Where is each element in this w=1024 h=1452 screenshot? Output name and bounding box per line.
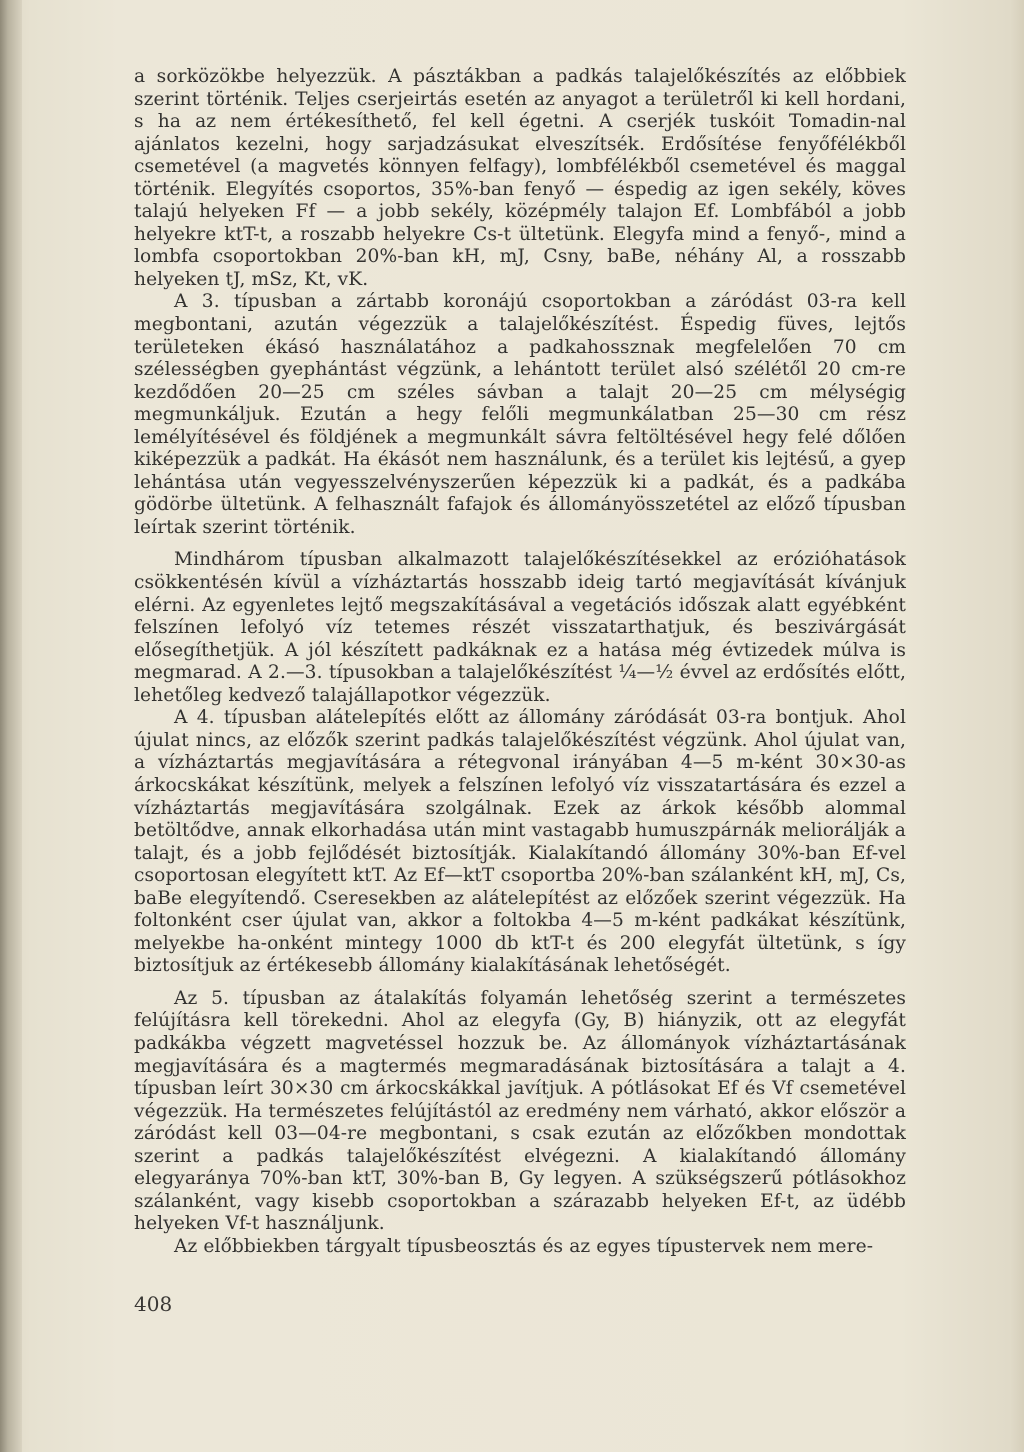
paragraph-1: a sorközökbe helyezzük. A pásztákban a padkás talajelőkészítés az előbbiek szerint történik. Teljes cserjeirtás esetén az anyagot a területről ki kell hordani, s ha az nem értékesíthető, fel kell égetni. A cserjék tuskóit Tomadin-nal ajánlatos kezelni, hogy sarjadzásukat elveszítsék. Erdősítése fenyőfélékből csemetével (a magvetés könnyen felfagy), lombfélékből csemetével és maggal történik. Elegyítés csoportos, 35%-ban fenyő — éspedig az igen sekély, köves talajú helyeken Ff — a jobb sekély, középmély talajon Ef. Lombfából a jobb helyekre ktT-t, a roszabb helyekre Cs-t ültetünk. Elegyfa mind a fenyő-, mind a lombfa csoportokban 20%-ban kH, mJ, Csny, baBe, néhány Al, a rosszabb helyeken tJ, mSz, Kt, vK. bbox=[134, 66, 906, 290]
body-text bbox=[134, 66, 906, 1258]
page-number: 408 bbox=[134, 1292, 173, 1316]
paragraph-3: Mindhárom típusban alkalmazott talajelőkészítésekkel az erózióhatások csökkentésén kívül a vízháztartás hosszabb ideig tartó megjavítását kívánjuk elérni. Az egyenletes lejtő megszakításával a vegetációs időszak alatt egyébként felszínen lefolyó víz tetemes részét visszatarthatjuk, és beszivárgását elősegíthetjük. A jól készített padkáknak ez a hatása még évtizedek múlva is megmarad. A 2.—3. típusokban a talajelőkészítést ¼—½ évvel az erdősítés előtt, lehetőleg kedvező talajállapotkor végezzük. bbox=[134, 549, 906, 706]
book-spine-shadow bbox=[0, 0, 22, 1452]
paragraph-4: A 4. típusban alátelepítés előtt az állomány záródását 03-ra bontjuk. Ahol újulat nincs, az előzők szerint padkás talajelőkészítést végzünk. Ahol újulat van, a vízháztartás megjavítására a rétegvonal irányában 4—5 m-ként 30×30-as árkocskákat készítünk, melyek a felszínen lefolyó víz visszatartására és ezzel a vízháztartás megjavítására szolgálnak. Ezek az árkok később alommal betöltődve, annak elkorhadása után mint vastagabb humuszpárnák meliorálják a talajt, és a jobb fejlődését biztosítják. Kialakítandó állomány 30%-ban Ef-vel csoportosan elegyített ktT. Az Ef—ktT csoportba 20%-ban szálanként kH, mJ, Cs, baBe elegyítendő. Cseresekben az alátelepítést az előzőek szerint végezzük. Ha foltonként cser újulat van, akkor a foltokba 4—5 m-ként padkákat készítünk, melyekbe ha-onként mintegy 1000 db ktT-t és 200 elegyfát ültetünk, s így biztosítjuk az értékesebb állomány kialakításának lehetőségét. bbox=[134, 707, 906, 977]
paragraph-6: Az előbbiekben tárgyalt típusbeosztás és az egyes típustervek nem mere- bbox=[174, 1235, 874, 1257]
paragraph-2: A 3. típusban a zártabb koronájú csoportokban a záródást 03-ra kell megbontani, azután végezzük a talajelőkészítést. Éspedig füves, lejtős területeken ékásó használatához a padkahossznak megfelelően 70 cm szélességben gyephántást végzünk, a lehántott terület alsó szélétől 20 cm-re kezdődően 20—25 cm széles sávban a talajt 20—25 cm mélységig megmunkáljuk. Ezután a hegy felőli megmunkálatban 25—30 cm rész lemélyítésével és földjének a megmunkált sávra feltöltésével hegy felé dőlően kiképezzük a padkát. Ha ékásót nem használunk, és a terület kis lejtésű, a gyep lehántása után vegyesszelvényszerűen képezzük ki a padkát, és a padkába gödörbe ültetünk. A felhasznált fafajok és állományösszetétel az előző típusban leírtak szerint történik. bbox=[134, 291, 906, 538]
paragraph-5: Az 5. típusban az átalakítás folyamán lehetőség szerint a természetes felújításra kell törekedni. Ahol az elegyfa (Gy, B) hiányzik, ott az elegyfát padkákba végzett magvetéssel hozzuk be. Az állományok vízháztartásának megjavítására és a magtermés megmaradásának biztosítására a talajt a 4. típusban leírt 30×30 cm árkocskákkal javítjuk. A pótlásokat Ef és Vf csemetével végezzük. Ha természetes felújítástól az eredmény nem várható, akkor először a záródást kell 03—04-re megbontani, s csak ezután az előzőkben mondottak szerint a padkás talajelőkészítést elvégezni. A kialakítandó állomány elegyaránya 70%-ban ktT, 30%-ban B, Gy legyen. A szükségszerű pótlásokhoz szálanként, vagy kisebb csoportokban a szárazabb helyeken Ef-t, az üdébb helyeken Vf-t használjunk. bbox=[134, 987, 906, 1235]
